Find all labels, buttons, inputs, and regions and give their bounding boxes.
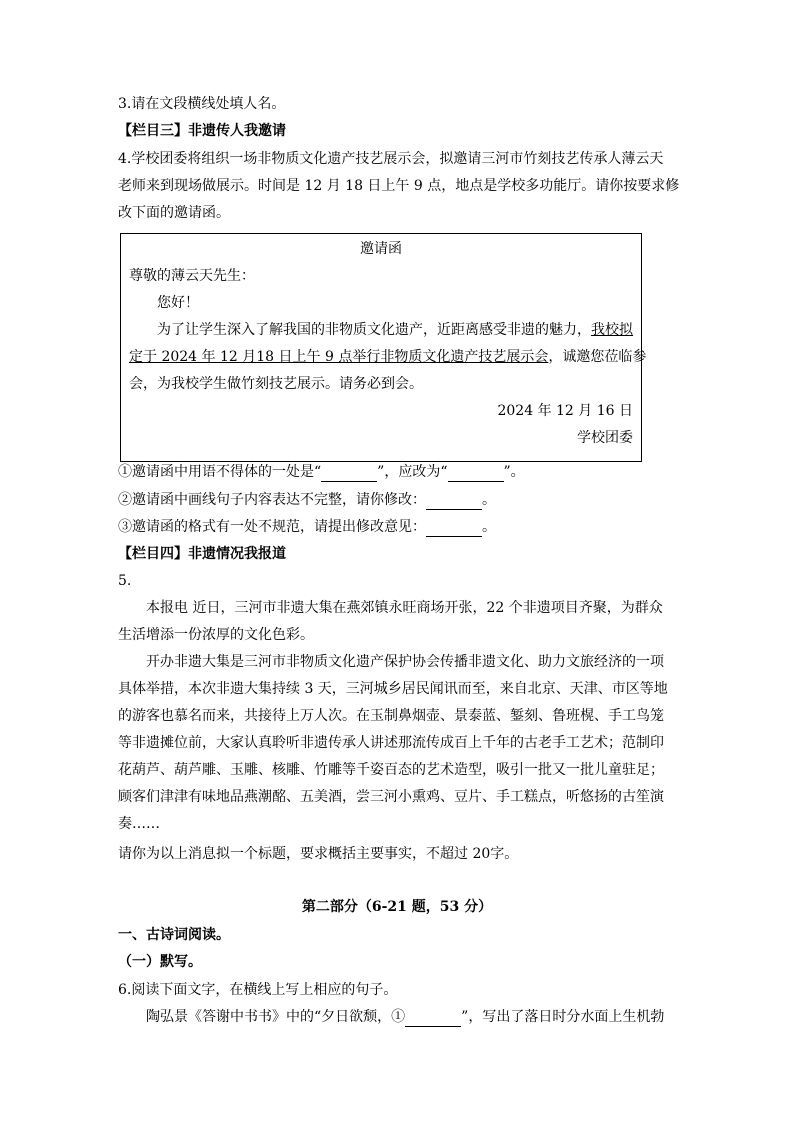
news-line-1: 本报电 近日，三河市非遗大集在燕郊镇永旺商场开张，22 个非遗项目齐聚，为群众 <box>146 600 663 616</box>
news-line-4: 具体举措，本次非遗大集持续 3 天，三河城乡居民闻讯而至，来自北京、天津、市区等地 <box>118 681 668 697</box>
letter-body-2-underlined: 定于 2024 年 12 月18 日上午 9 点举行非物质文化遗产技艺展示会 <box>129 349 549 365</box>
column-4-header: 【栏目四】非遗情况我报道 <box>118 546 286 562</box>
column-3-header: 【栏目三】非遗传人我邀请 <box>118 123 286 139</box>
answer-blank[interactable] <box>448 467 504 482</box>
part-2-title: 第二部分（6-21 题，53 分） <box>301 899 493 915</box>
answer-blank[interactable] <box>426 522 482 537</box>
question-5-number: 5. <box>118 573 132 589</box>
question-6-line <box>146 1007 664 1027</box>
subquestion-3 <box>118 517 496 537</box>
subquestion-1-text-2: ”，应改为“ <box>377 464 448 480</box>
news-line-2: 生活增添一份浓厚的文化色彩。 <box>118 627 314 643</box>
question-4-line-1: 4.学校团委将组织一场非物质文化遗产技艺展示会，拟邀请三河市竹刻技艺传承人薄云天 <box>118 151 664 167</box>
news-line-3: 开办非遗大集是三河市非物质文化遗产保护协会传播非遗文化、助力文旅经济的一项 <box>146 654 664 670</box>
news-line-8: 顾客们津津有味地品燕潮酩、五美酒，尝三河小熏鸡、豆片、手工糕点，听悠扬的古笙演 <box>118 789 664 805</box>
letter-greeting: 您好！ <box>157 295 199 311</box>
answer-blank[interactable] <box>321 467 377 482</box>
subquestion-3-end: 。 <box>482 519 496 535</box>
answer-blank[interactable] <box>405 1012 461 1027</box>
invitation-letter-box <box>120 233 647 462</box>
question-6-text-2: ”，写出了落日时分水面上生机勃 <box>461 1009 665 1025</box>
letter-body-line-3: 会，为我校学生做竹刻技艺展示。请务必到会。 <box>129 376 423 392</box>
subquestion-2 <box>118 490 496 510</box>
subquestion-1-text-3: ”。 <box>503 464 525 480</box>
letter-salutation: 尊敬的薄云天先生： <box>129 268 255 284</box>
letter-body-line-1 <box>157 320 633 340</box>
letter-signature: 学校团委 <box>577 430 633 446</box>
question-6: 6.阅读下面文字，在横线上写上相应的句子。 <box>118 982 398 998</box>
subquestion-3-text: ③邀请函的格式有一处不规范，请提出修改意见： <box>118 519 426 535</box>
subquestion-1-text: ①邀请函中用语不得体的一处是“ <box>118 464 322 480</box>
news-line-7: 花葫芦、葫芦雕、玉雕、核雕、竹雕等千姿百态的艺术造型，吸引一批又一批儿童驻足； <box>118 762 664 778</box>
letter-body-1-underlined: 我校拟 <box>591 322 633 338</box>
subquestion-1 <box>118 462 525 482</box>
subquestion-2-end: 。 <box>482 492 496 508</box>
news-line-9: 奏…… <box>118 816 160 832</box>
letter-title: 邀请函 <box>360 241 402 257</box>
section-1-heading: 一、古诗词阅读。 <box>118 927 230 943</box>
question-5-task: 请你为以上消息拟一个标题，要求概括主要事实，不超过 20字。 <box>118 846 519 862</box>
letter-body-2-plain: ，诚邀您莅临参 <box>548 349 647 365</box>
letter-date: 2024 年 12 月 16 日 <box>497 403 633 419</box>
letter-body-1-plain: 为了让学生深入了解我国的非物质文化遗产，近距离感受非遗的魅力， <box>157 322 591 338</box>
section-1-subheading: （一）默写。 <box>118 954 202 970</box>
news-line-5: 的游客也慕名而来，共接待上万人次。在玉制鼻烟壶、景泰蓝、錾刻、鲁班榥、手工鸟笼 <box>118 708 664 724</box>
letter-body-line-2 <box>129 347 646 367</box>
question-4-line-2: 老师来到现场做展示。时间是 12 月 18 日上午 9 点，地点是学校多功能厅。请你按要求修 <box>118 178 680 194</box>
question-3: 3.请在文段横线处填人名。 <box>118 96 286 112</box>
subquestion-2-text: ②邀请函中画线句子内容表达不完整，请你修改： <box>118 492 426 508</box>
question-6-text: 陶弘景《答谢中书书》中的“夕日欲颓，① <box>146 1009 406 1025</box>
answer-blank[interactable] <box>426 495 482 510</box>
question-4-line-3: 改下面的邀请函。 <box>118 205 230 221</box>
news-line-6: 等非遗摊位前，大家认真聆听非遗传承人讲述那流传成百上千年的古老手工艺术；范制印 <box>118 735 664 751</box>
